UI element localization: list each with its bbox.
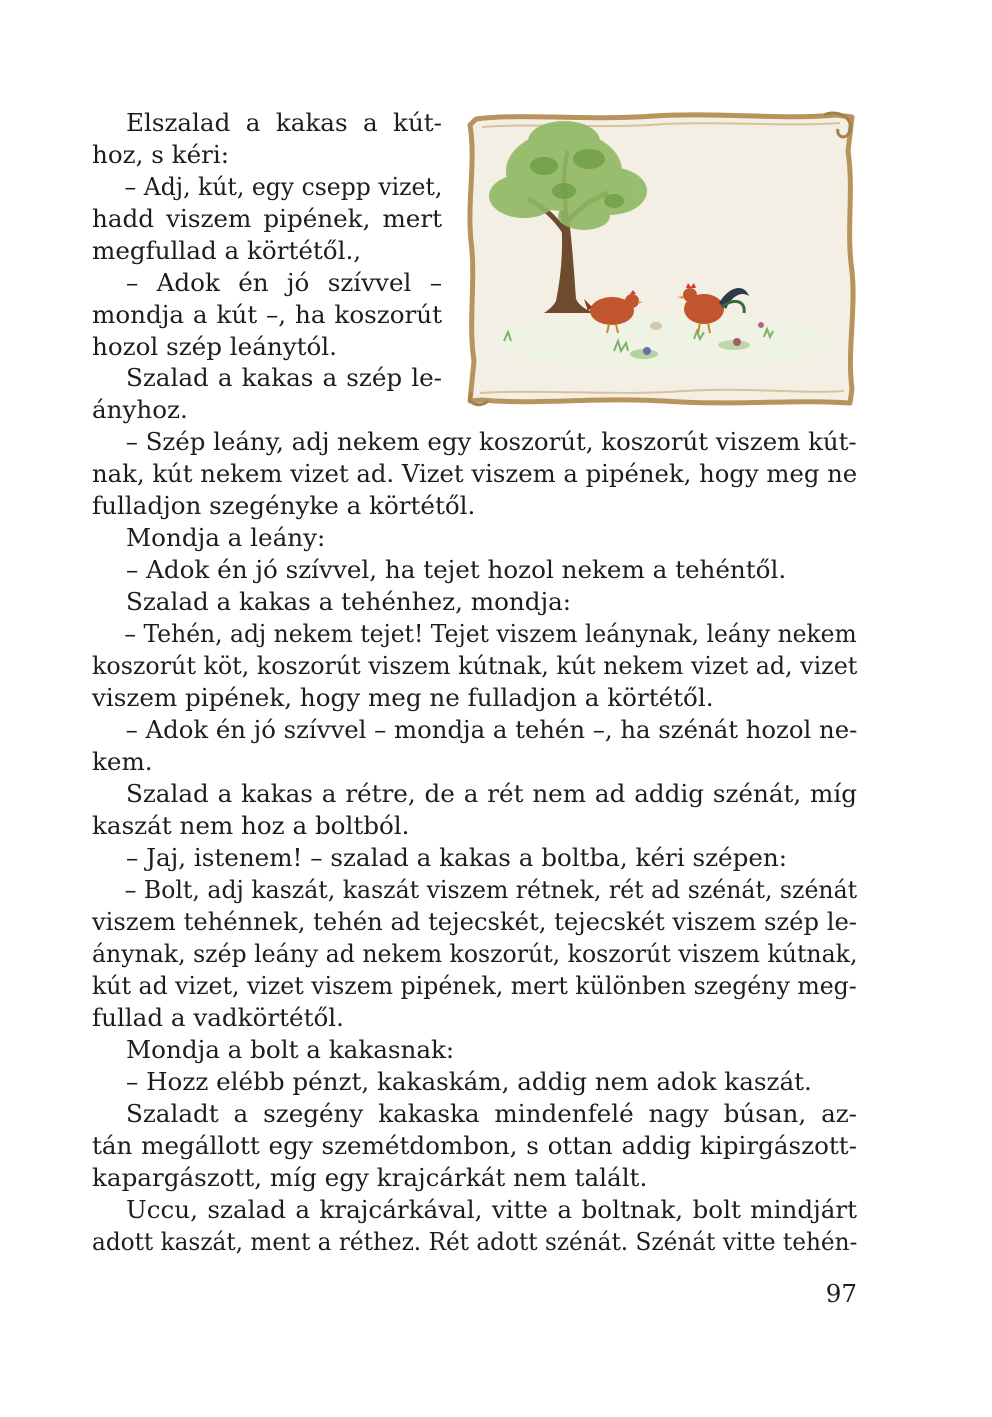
text-line: fulladjon szegényke a körtétől.	[92, 491, 476, 520]
text-line: – Szép leány, adj nekem egy koszorút, koszorút viszem kút-	[125, 427, 857, 456]
text-line: ánynak, szép leány ad nekem koszorút, koszorút viszem kútnak,	[92, 939, 858, 968]
text-line: kaszát nem hoz a boltból.	[92, 811, 410, 840]
text-line: nak, kút nekem vizet ad. Vizet viszem a pipének, hogy meg ne	[92, 459, 858, 488]
text-line: hoz, s kéri:	[92, 140, 230, 169]
text-line: – Adj, kút, egy csepp vizet,	[124, 172, 443, 201]
text-line: – Adok én jó szívvel, ha tejet hozol nekem a tehéntől.	[126, 555, 787, 584]
text-line: Elszalad a kakas a kút-	[126, 108, 442, 137]
text-line: ányhoz.	[92, 395, 188, 424]
text-line: Szalad a kakas a tehénhez, mondja:	[126, 587, 572, 616]
text-line: viszem tehénnek, tehén ad tejecskét, tejecskét viszem szép le-	[92, 907, 857, 936]
text-line: Mondja a bolt a kakasnak:	[126, 1035, 455, 1064]
text-line: adott kaszát, ment a réthez. Rét adott szénát. Szénát vitte tehén-	[92, 1227, 858, 1256]
text-line: megfullad a körtétől.,	[92, 236, 362, 265]
text-line: koszorút köt, koszorút viszem kútnak, kút nekem vizet ad, vizet	[92, 651, 858, 680]
text-line: Mondja a leány:	[126, 523, 326, 552]
text-line: – Tehén, adj nekem tejet! Tejet viszem leánynak, leány nekem	[124, 619, 857, 648]
text-line: – Bolt, adj kaszát, kaszát viszem rétnek, rét ad szénát, szénát	[124, 875, 858, 904]
text-line: tán megállott egy szemétdombon, s ottan addig kipirgászott-	[92, 1131, 857, 1160]
text-line: viszem pipének, hogy meg ne fulladjon a körtétől.	[92, 683, 714, 712]
text-line: hozol szép leánytól.	[92, 332, 337, 361]
text-line: Szalad a kakas a szép le-	[126, 363, 442, 392]
text-line: – Jaj, istenem! – szalad a kakas a boltba, kéri szépen:	[126, 843, 788, 872]
text-line: – Adok én jó szívvel –	[126, 268, 442, 297]
text-line: Szalad a kakas a rétre, de a rét nem ad addig szénát, míg	[126, 779, 857, 808]
page-number: 97	[825, 1279, 857, 1308]
text-line: hadd viszem pipének, mert	[92, 204, 442, 233]
text-line: – Hozz elébb pénzt, kakaskám, addig nem adok kaszát.	[126, 1067, 812, 1096]
text-line: fullad a vadkörtétől.	[92, 1003, 344, 1032]
text-line: mondja a kút –, ha koszorút	[92, 300, 442, 329]
text-line: – Adok én jó szívvel – mondja a tehén –, ha szénát hozol ne-	[125, 715, 858, 744]
text-line: kapargászott, míg egy krajcárkát nem talált.	[92, 1163, 648, 1192]
text-line: kút ad vizet, vizet viszem pipének, mert különben szegény meg-	[92, 971, 857, 1000]
text-line: Uccu, szalad a krajcárkával, vitte a boltnak, bolt mindjárt	[126, 1195, 857, 1224]
tree-and-hens-illustration	[464, 111, 857, 408]
text-line: kem.	[92, 747, 153, 776]
text-line: Szaladt a szegény kakaska mindenfelé nagy búsan, az-	[126, 1099, 857, 1128]
